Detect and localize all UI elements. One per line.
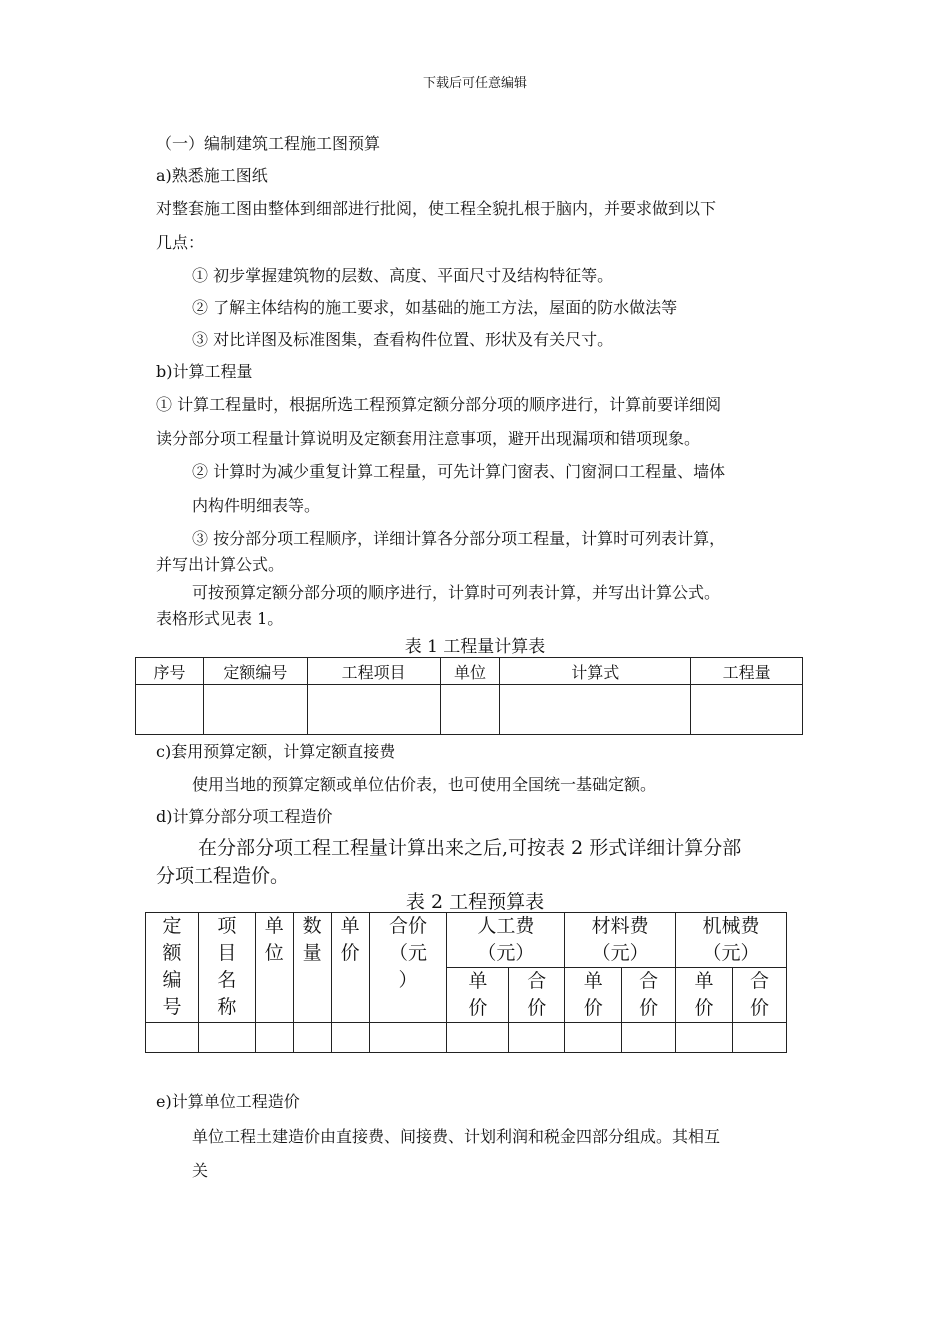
header-char: 额 [162, 942, 182, 964]
table1-header-cell: 定额编号 [203, 658, 307, 685]
header-line: 机械费 [702, 915, 760, 937]
subcol-material-unit-price [565, 968, 622, 1023]
header-char: 价 [340, 942, 360, 964]
header-char: 单 [583, 970, 603, 992]
col-total-price [369, 913, 447, 1023]
header-char: 价 [583, 997, 603, 1019]
table2-empty-cell [146, 1023, 199, 1053]
paragraph-b4-line2: 表格形式见表 1。 [156, 609, 284, 628]
header-char: 合 [749, 970, 769, 992]
paragraph-b2-line1: ② 计算时为减少重复计算工程量，可先计算门窗表、门窗洞口工程量、墙体 [192, 462, 726, 481]
table1-caption: 表 1 工程量计算表 [404, 637, 546, 657]
header-char: 位 [264, 942, 284, 964]
header-line: （元 [389, 942, 428, 964]
table2-empty-cell [509, 1023, 565, 1053]
table1-header-cell: 单位 [440, 658, 500, 685]
table1-header-cell: 工程项目 [307, 658, 440, 685]
header-char: 合 [639, 970, 659, 992]
subcol-labor-total-price [509, 968, 565, 1023]
table2-empty-cell [331, 1023, 369, 1053]
header-char: 称 [217, 996, 237, 1018]
header-char: 价 [749, 997, 769, 1019]
header-line: 材料费 [591, 915, 649, 937]
paragraph-a-line1: 对整套施工图由整体到细部进行批阅，使工程全貌扎根于脑内，并要求做到以下 [156, 199, 717, 218]
paragraph-b4-line1: 可按预算定额分部分项的顺序进行，计算时可列表计算，并写出计算公式。 [192, 583, 721, 602]
paragraph-d-line1: 在分部分项工程工程量计算出来之后,可按表 2 形式详细计算分部 [198, 837, 742, 859]
table1-empty-cell [500, 685, 691, 735]
col-labor-cost [447, 913, 565, 968]
table1-header-cell: 序号 [136, 658, 204, 685]
header-char: 名 [217, 969, 237, 991]
subcol-machine-unit-price [676, 968, 733, 1023]
col-unit-price [331, 913, 369, 1023]
subheading-e: e)计算单位工程造价 [156, 1092, 300, 1111]
paragraph-b3-line1: ③ 按分部分项工程顺序，详细计算各分部分项工程量，计算时可列表计算， [192, 529, 726, 548]
header-char: 合 [527, 970, 547, 992]
quantity-calc-table [135, 657, 803, 735]
paragraph-b1-line2: 读分部分项工程量计算说明及定额套用注意事项，避开出现漏项和错项现象。 [156, 429, 701, 448]
header-char: 单 [468, 970, 488, 992]
subcol-labor-unit-price [447, 968, 509, 1023]
subcol-material-total-price [622, 968, 676, 1023]
table2-empty-cell [198, 1023, 255, 1053]
header-line: 合价 [389, 915, 428, 937]
header-char: 价 [694, 997, 714, 1019]
paragraph-c: 使用当地的预算定额或单位估价表，也可使用全国统一基础定额。 [192, 775, 657, 794]
table2-empty-cell [369, 1023, 447, 1053]
table2-empty-cell [447, 1023, 509, 1053]
header-char: 单 [694, 970, 714, 992]
list-item-1: ① 初步掌握建筑物的层数、高度、平面尺寸及结构特征等。 [192, 266, 614, 285]
section-title: （一）编制建筑工程施工图预算 [156, 134, 381, 153]
subcol-machine-total-price [732, 968, 786, 1023]
header-line: 人工费 [477, 915, 535, 937]
subheading-a: a)熟悉施工图纸 [156, 166, 268, 185]
page-header: 下载后可任意编辑 [422, 76, 527, 91]
paragraph-d-line2: 分项工程造价。 [156, 865, 290, 887]
col-unit [255, 913, 293, 1023]
table2-empty-cell [255, 1023, 293, 1053]
table1-empty-cell [307, 685, 440, 735]
table1-header-cell: 计算式 [500, 658, 691, 685]
table1-empty-cell [203, 685, 307, 735]
header-char: 目 [217, 942, 237, 964]
paragraph-b3-line2: 并写出计算公式。 [156, 555, 285, 574]
table1-empty-cell [440, 685, 500, 735]
subheading-b: b)计算工程量 [156, 362, 253, 381]
col-quota-number [146, 913, 199, 1023]
col-material-cost [565, 913, 676, 968]
table2-empty-cell [565, 1023, 622, 1053]
header-char: 价 [527, 997, 547, 1019]
table2-empty-cell [732, 1023, 786, 1053]
header-line: （元） [702, 942, 760, 964]
table1-empty-cell [136, 685, 204, 735]
paragraph-e-line2: 关 [192, 1161, 209, 1180]
header-char: 编 [162, 969, 182, 991]
header-line: （元） [591, 942, 649, 964]
table1-empty-cell [691, 685, 803, 735]
col-quantity [293, 913, 331, 1023]
col-machine-cost [676, 913, 787, 968]
header-char: 项 [217, 915, 237, 937]
list-item-2: ② 了解主体结构的施工要求，如基础的施工方法，屋面的防水做法等 [192, 298, 678, 317]
table2-empty-cell [293, 1023, 331, 1053]
budget-table [145, 912, 787, 1053]
paragraph-a-line2: 几点： [156, 233, 205, 252]
header-char: 数 [302, 915, 322, 937]
table2-empty-cell [622, 1023, 676, 1053]
header-char: 量 [302, 942, 322, 964]
paragraph-e-line1: 单位工程土建造价由直接费、间接费、计划利润和税金四部分组成。其相互 [192, 1127, 721, 1146]
paragraph-b1-line1: ① 计算工程量时，根据所选工程预算定额分部分项的顺序进行，计算前要详细阅 [156, 395, 722, 414]
paragraph-b2-line2: 内构件明细表等。 [192, 496, 321, 515]
header-char: 价 [639, 997, 659, 1019]
col-item-name [198, 913, 255, 1023]
header-line: （元） [477, 942, 535, 964]
header-char: 定 [162, 915, 182, 937]
table1-header-cell: 工程量 [691, 658, 803, 685]
table2-empty-cell [676, 1023, 733, 1053]
header-char: 单 [340, 915, 360, 937]
list-item-3: ③ 对比详图及标准图集，查看构件位置、形状及有关尺寸。 [192, 330, 614, 349]
subheading-c: c)套用预算定额，计算定额直接费 [156, 742, 396, 761]
header-line: ） [398, 969, 418, 991]
header-char: 号 [162, 996, 182, 1018]
header-char: 价 [468, 997, 488, 1019]
header-char: 单 [264, 915, 284, 937]
table2-caption: 表 2 工程预算表 [405, 891, 545, 913]
subheading-d: d)计算分部分项工程造价 [156, 807, 333, 826]
